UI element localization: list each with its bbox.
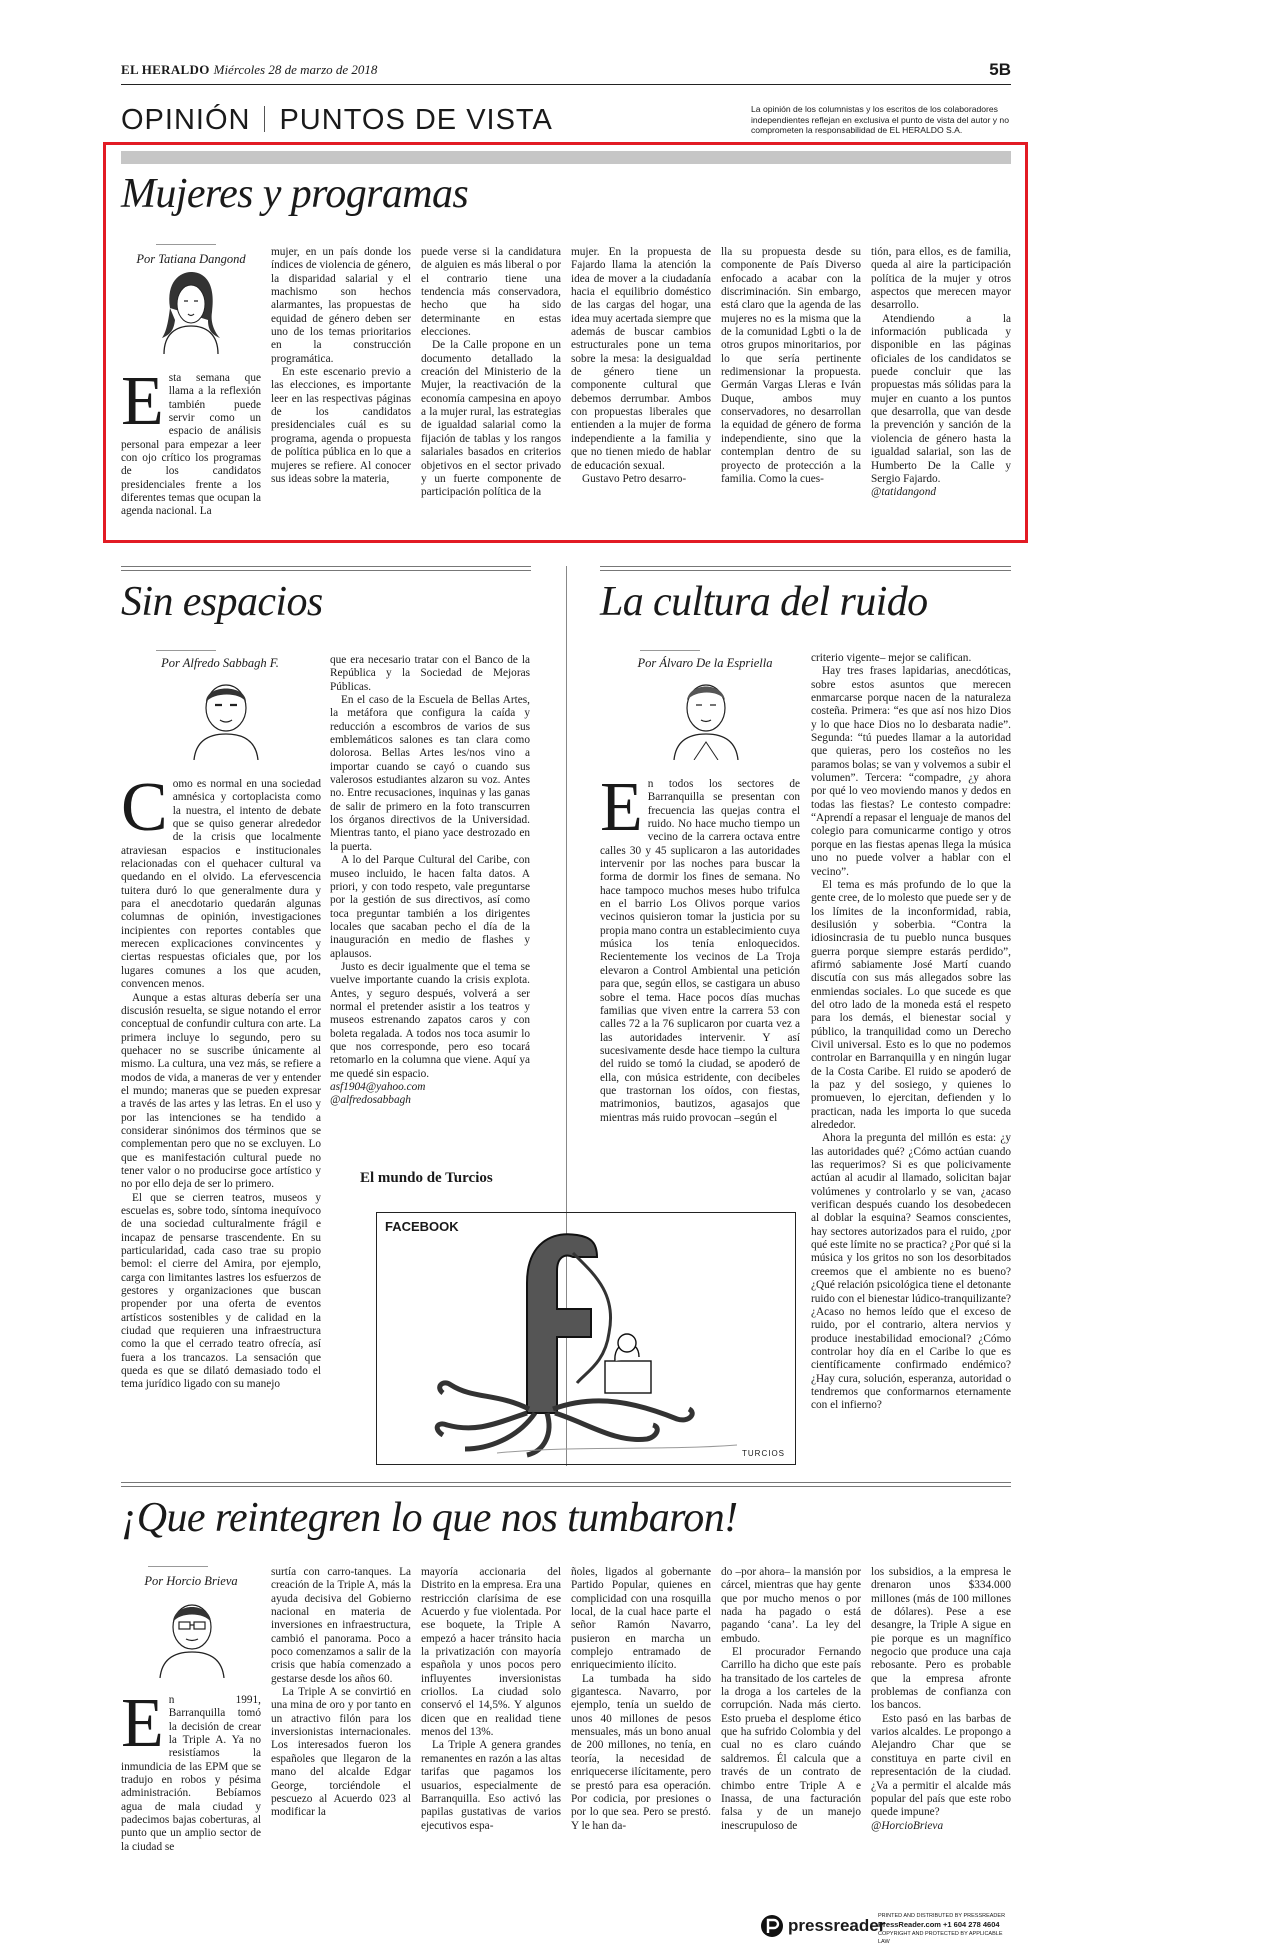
article-column-2 [330, 654, 530, 1126]
paper-name: EL HERALDO [121, 62, 210, 77]
paragraph: El procurador Fernando Carrillo ha dicho que este país ha transitado de los carteles de la droga a los carteles de la corrupción. Nada más cierto. Esto prueba el desplome ético que ha sufrido Colombia y del cual no es claro cuándo saldremos. Él calcula que a través de un contrato de chimbo entre Triple A e Inassa, de una facturación falsa y de un manejo inescrupuloso de [721, 1646, 861, 1832]
paragraph: Justo es decir igualmente que el tema se vuelve importante cuando la crisis explota. Antes, y seguro después, volverá a ser normal el pretender asistir a los teatros y museos estrenando zapatos caros y con boleta regalada. A todos nos toca asumir lo que nos corresponde, pero eso tocará retomarlo en la columna que viene. Aquí ya me quedé sin espacio. [330, 960, 530, 1080]
byline: Por Horcio Brieva [144, 1574, 238, 1588]
byline-rule [156, 244, 216, 245]
edition-date: Miércoles 28 de marzo de 2018 [213, 62, 378, 77]
paragraph: los subsidios, a la empresa le drenaron unos $334.000 millones (más de 100 millones de dólares). Pese a ese desangre, la Triple A sigue en pie porque es un magnífico negocio que produce una caja rebosante. Pero es probable que la empresa afronte problemas de confianza con los bancos. [871, 1566, 1011, 1712]
page-number: 5B [989, 60, 1011, 79]
article-top-rule [121, 1482, 1011, 1483]
paragraph: puede verse si la candidatura de alguien es más liberal o por el contrario tiene una tendencia más conservadora, hecho que ha sido determinante en estas elecciones. [421, 246, 561, 339]
byline-rule [640, 650, 700, 651]
column-text: omo es normal en una sociedad amnésica y cortoplacista como la nuestra, el intento de debate que se quiso generar alrededor de la crisis que localmente atraviesan espacios e institucionales relacionadas con el quehacer cultural va quedando en el olvido. La efervescencia tuitera duró lo que generalmente dura y para el anecdotario quedarán algunas columnas de opinión, investigaciones incipientes con reportes contables que merecen explicaciones convincentes y ciertas respuestas oficiales que, por los lugares comunes a los que acuden, convencen menos. [121, 778, 321, 991]
paragraph: surtía con carro-tanques. La creación de la Triple A, más la ayuda decisiva del Gobierno nacional en materia de inversiones en infraestructura, cambió el panorama. Poco a poco comenzamos a salir de la crisis que había comenzado a gestarse desde los años 60. [271, 1566, 411, 1685]
paragraph: Gustavo Petro desarro- [582, 472, 687, 485]
article-column-1 [121, 1694, 261, 1886]
paragraph: lla su propuesta desde su componente de País Diverso enfocado a acabar con la discriminación. Sin embargo, está claro que la agenda de las mujeres no es la misma que la de la comunidad Lgbti o la de otros grupos minoritarios, por lo que sería pertinente redimensionar la propuesta. Germán Vargas Lleras e Iván Duque, ambos muy conservadores, no desarrollan la equidad de género de forma independiente, sino que la contemplan dentro de su proyecto de protección a la familia. Como la cues- [721, 246, 861, 485]
article-title: Mujeres y programas [121, 171, 469, 217]
article-column-6 [871, 246, 1011, 534]
pressreader-brand: pressreader [788, 1916, 886, 1935]
paragraph: do –por ahora– la mansión por cárcel, mientras que hay gente que por mucho menos o por nada ha pagado o está pagando ‘cana’. La ley del embudo. [721, 1566, 861, 1645]
article-column-2 [271, 246, 411, 534]
grey-bar [121, 151, 1011, 164]
paragraph: En el caso de la Escuela de Bellas Artes, la metáfora que configura la caída y reducción a escombros de varios de sus emblemáticos salones es tan clara como dolorosa. Bellas Artes les/nos vino a importar cuando se cayó o cuando sus valerosos estudiantes alzaron su voz. Antes no. Entre recusaciones, inquinas y las ganas de salir de primero en la foto transcurren los órganos directivos de la Universidad. Mientras tanto, el piano yace destrozado en la puerta. [330, 694, 530, 853]
article-column-2 [811, 652, 1011, 1448]
paragraph: En este escenario previo a las elecciones, es importante leer en las respectivas páginas de los candidatos presidenciales cuál es su programa, agenda o propuesta de política pública en lo que a mujeres se refiere. Al conocer sus ideas sobre la materia, [271, 366, 411, 485]
cartoon-section-title: El mundo de Turcios [360, 1170, 493, 1186]
paragraph: que era necesario tratar con el Banco de la República y la Sociedad de Mejoras Públicas. [330, 654, 530, 693]
drop-cap: E [121, 1694, 164, 1762]
article-column-5 [721, 246, 861, 534]
paragraph: mujer, en un país donde los índices de violencia de género, la disparidad salarial y el machismo son hechos alarmantes, las propuestas de equidad de género deben ser uno de los temas prioritarios en la construcción programática. [271, 246, 411, 365]
author-handle: @HorcioBrieva [871, 1819, 944, 1832]
paragraph: mayoría accionaria del Distrito en la empresa. Era una restricción clarísima de ese Acuerdo y fue violentada. Por ese boquete, la Triple A empezó a hacer tránsito hacia la privatización con mayoría española y unos pocos pero influyentes inversionistas criollos. La ciudad solo conservó el 14,5%. Y algunos dicen que en realidad tiene menos del 13%. [421, 1566, 561, 1739]
byline-rule [156, 650, 216, 651]
author-handle: @alfredosabbagh [330, 1094, 411, 1107]
paragraph: La tumbada ha sido gigantesca. Navarro, por ejemplo, tenía un sueldo de unos 40 millones de pesos mensuales, más un bono anual de 200 millones, no tenía, en teoría, la necesidad de enriquecerse ilícitamente, pero se prestó para esa operación. Por codicia, por presiones o por lo que sea. Pero se prestó. Y le han da- [571, 1672, 711, 1832]
section-name: OPINIÓN [121, 104, 251, 136]
article-title: Sin espacios [121, 579, 323, 625]
disclaimer: La opinión de los columnistas y los escritos de los colaboradores independientes reflejan en exclusiva el punto de vista del autor y no comprometen la responsabilidad de EL HERALDO S.A. [751, 104, 1009, 135]
article-column-3 [421, 246, 561, 534]
paragraph: De la Calle propone en un documento detallado la creación del Ministerio de la Mujer, la reactivación de la economía campesina en apoyo a la mujer rural, las estrategias de igualdad salarial como la fijación de tablas y los rangos salariales basados en criterios objetivos en el sector privado y un fuerte componente de participación política de la [421, 339, 561, 499]
paragraph: La Triple A genera grandes remanentes en razón a las altas tarifas que pagamos los usuarios, especialmente de Barranquilla. Eso activó las papilas gustativas de varios ejecutivos espa- [421, 1739, 561, 1832]
pressreader-line-2: PressReader.com +1 604 278 4604 [878, 1920, 1000, 1929]
cartoon-drawing [377, 1213, 794, 1463]
article-title: ¡Que reintegren lo que nos tumbaron! [121, 1495, 738, 1541]
paragraph: mujer. En la propuesta de Fajardo llama la atención la idea de mover a la ciudadanía hacia el equilibrio doméstico de las cargas del hogar, una idea muy acertada siempre que además de buscar cambios estructurales pone un tema sobre la mesa: la desigualdad de género tiene un componente cultural que debemos derrumbar. Ambos con propuestas liberales que entienden a la mujer de forma independiente a la familia y que no tienen miedo de hablar de educación sexual. [571, 246, 711, 472]
section-divider [264, 106, 265, 132]
byline-rule [148, 1566, 208, 1567]
paragraph: Hay tres frases lapidarias, anecdóticas, sobre estos asuntos que merecen enmarcarse porque nacen de la naturaleza costeña. Primera: “es que así nos hizo Dios y lo que hace Dios no lo desbarata nadie”. Segunda: “tú puedes llamar a la autoridad que quieras, pero los costeños no les paramos bolas; se van y volvemos a subir el volumen”. Tercera: “compadre, ¿y ahora por qué lo veo moviendo manos y dedos en todas las fiestas? Le contesto compadre: “Aprendí a repasar el lenguaje de manos del colegio para comunicarme contigo y otros porque en las fiestas apenas llega la música uno no puede volver a hablar con el vecino”. [811, 665, 1011, 878]
article-top-rule-2 [121, 570, 531, 571]
article-top-rule-2 [121, 1486, 1011, 1487]
pressreader-logo-icon [760, 1914, 784, 1938]
cartoon-label: FACEBOOK [385, 1219, 459, 1234]
article-column-4 [571, 246, 711, 534]
paragraph: Ahora la pregunta del millón es esta: ¿y las autoridades qué? ¿Cómo actúan cuando las requerimos? Si es que policivamente actúan al acudir al llamado, solicitan bajar volúmenes y controlarlo y se van, ¿acaso verifican después cuando los desobedecen al doblar la esquina? Seamos conscientes, hay sectores autorizados para el ruido, ¿por qué este límite no se practica? ¿Por qué si la música y los gritos no son los desorbitados creemos que el ambiente no es bueno? ¿Qué relación psicológica tiene el detonante ruido con el bienestar lúdico-tranquilizante? ¿Acaso no hemos leído que el exceso de ruido, por el contrario, altera nervios y produce inestabilidad emocional? ¿Cómo controlar hoy día en el Caribe lo que es científicamente confirmado endémico? ¿Hay cura, solución, esperanza, autoridad o tendremos que conformarnos eternamente con el infierno? [811, 1132, 1011, 1412]
article-top-rule [600, 566, 1011, 567]
paragraph: criterio vigente– mejor se califican. [811, 652, 972, 664]
section-subname: PUNTOS DE VISTA [279, 104, 553, 136]
byline: Por Álvaro De la Espriella [637, 656, 773, 670]
cartoon-frame [376, 1212, 796, 1465]
cartoon-signature: TURCIOS [742, 1449, 785, 1458]
pressreader-line-1: PRINTED AND DISTRIBUTED BY PRESSREADER [878, 1913, 1006, 1919]
paragraph: tión, para ellos, es de familia, queda al aire la participación política de la mujer y otros aspectos que merecen mayor desarrollo. [871, 246, 1011, 312]
article-column-3 [421, 1566, 561, 1888]
pressreader-line-3: COPYRIGHT AND PROTECTED BY APPLICABLE LAW [878, 1931, 1003, 1945]
article-column-5 [721, 1566, 861, 1888]
author-portrait [184, 674, 268, 760]
drop-cap: E [600, 778, 643, 846]
article-column-1 [121, 372, 261, 534]
drop-cap: C [121, 778, 168, 846]
author-portrait [150, 1594, 234, 1678]
paragraph: El tema es más profundo de lo que la gente cree, de lo molesto que puede ser y de los límites de la inconformidad, rabia, desilusión y soberbia. “Contra la idiosincrasia de tu pueblo nunca busques guerra porque siempre estarás perdido”, afirmó sabiamente José Martí cuando discutía con sus más allegados sobre las enmiendas sociales. Lo que sucede es que del otro lado de la moneda está el respeto para los demás, el bienestar social y público, la tranquilidad como un Derecho Civil universal. Esto es lo que no podemos controlar en Barranquilla y en ningún lugar de la Costa Caribe. El ruido se apoderó de la paz y del sosiego, y quienes lo promueven, lo ejercitan, defienden y lo practican, nada les importa lo que suceda alrededor. [811, 878, 1011, 1132]
author-handle: asf1904@yahoo.com [330, 1081, 426, 1093]
column-text: n todos los sectores de Barranquilla se presentan con frecuencia las quejas contra el ruido. No hace mucho tiempo un vecino de la carrera octava entre calles 30 y 45 suplicaron a las autoridades intervenir por las noches para buscar la forma de dormir los fines de semana. No hace tampoco muchos meses hubo trifulca en el barrio Los Olivos porque varios vecinos quisieron tomar la justicia por su propia mano contra un establecimiento cuya música los tenía enloquecidos. Recientemente los vecinos de La Troja elevaron a Control Ambiental una petición para que, según ellos, se castigara un abuso sobre el tema. Hace pocos días muchas familias que viven entre la carrera 53 con calles 72 a la 76 suplicaron por cuarta vez a las autoridades intervenir. Y así sucesivamente desde hace tiempo la cultura del ruido se tomó la ciudad, se apoderó de ella, con música estridente, con decibeles que trastornan los oídos, con fiestas, matrimonios, bautizos, agasajos que mientras más ruido provocan –según el [600, 778, 800, 1124]
pressreader-badge[interactable] [760, 1910, 1010, 1945]
top-rule [121, 84, 1011, 85]
paragraph: Esto pasó en las barbas de varios alcaldes. Le propongo a Alejandro Char que se constituya en parte civil en representación de la ciudad. ¿Va a permitir el alcalde más popular del país que este robo quede impune? [871, 1712, 1011, 1819]
drop-cap: E [121, 372, 164, 440]
paragraph: A lo del Parque Cultural del Caribe, con museo incluido, le hacen falta datos. A priori, y con todo respeto, vale preguntarse por la gestión de sus directivos, así como toca preguntar también a los dirigentes locales que sacaban pecho el día de la inauguración en medio de flashes y aplausos. [330, 854, 530, 960]
article-column-1 [121, 778, 321, 1436]
pressreader-info [878, 1912, 1010, 1946]
paragraph: Aunque a estas alturas debería ser una discusión resuelta, se sigue notando el error conceptual de confundir cultura con arte. La primera incluye lo segundo, pero su quehacer no se suscribe únicamente al mismo. La cultura, una vez más, se refiere a modos de vida, a maneras de ver y entender el mundo; maneras que se pueden expresar a través de las artes y las letras. En el uso y por las intenciones se ha tendido a considerar sinónimos dos términos que se complementan pero que no se excluyen. Lo que es manifestación cultural puede no tener valor o no producirse goce artístico y no por ello deja de ser lo primero. [121, 991, 321, 1191]
article-column-1 [600, 778, 800, 1134]
byline: Por Tatiana Dangond [136, 252, 246, 266]
column-text: sta semana que llama a la reflexión también puede servir como un espacio de análisis personal para empezar a leer con ojo crítico los programas de los candidatos presidenciales frente a los diferentes temas que ocupan la agenda nacional. La [121, 372, 261, 518]
article-column-4 [571, 1566, 711, 1888]
author-handle: @tatidangond [871, 486, 936, 499]
masthead [121, 62, 1011, 78]
author-portrait [664, 674, 748, 760]
byline: Por Alfredo Sabbagh F. [161, 656, 279, 670]
article-top-rule-2 [600, 570, 1011, 571]
article-column-6 [871, 1566, 1011, 1888]
author-portrait [150, 268, 232, 354]
section-header [121, 104, 553, 137]
article-top-rule [121, 566, 531, 567]
article-column-2 [271, 1566, 411, 1888]
article-title: La cultura del ruido [600, 579, 928, 625]
paragraph: El que se cierren teatros, museos y escuelas es, sobre todo, síntoma inequívoco de una sociedad culturalmente frágil e incapaz de pensarse trascendente. En su particularidad, cada caso trae su propio bemol: el cierre del Amira, por ejemplo, carga con limitantes lastres los esfuerzos de gestores y organizaciones que buscan propender por una oferta de eventos artísticos sostenibles y de calidad en la ciudad que requieren una infraestructura como la que el cerrado teatro ofrecía, así fuera a los trancazos. La sensación que queda es que se dilató demasiado todo el tema jurídico ligado con su manejo [121, 1191, 321, 1391]
paragraph: Atendiendo a la información publicada y disponible en las páginas oficiales de los candidatos se puede concluir que las propuestas más sólidas para la mujer en cuanto a los puntos que desarrolla, que van desde la prevención y sanción de la violencia de género hasta la igualdad salarial, son las de Humberto De la Calle y Sergio Fajardo. [871, 312, 1011, 485]
column-text: n 1991, Barranquilla tomó la decisión de crear la Triple A. Ya no resistíamos la inmundicia de las EPM que se tradujo en robos y pésima administración. Bebíamos agua de mala ciudad y padecimos bajas coberturas, al punto que un amplio sector de la ciudad se [121, 1694, 261, 1853]
paragraph: La Triple A se convirtió en una mina de oro y por tanto en un atractivo filón para los inversionistas internacionales. Los interesados fueron los españoles que llegaron de la mano del alcalde Edgar George, torciéndole el pescuezo al Acuerdo 023 al modificar la [271, 1686, 411, 1819]
paragraph: ñoles, ligados al gobernante Partido Popular, quienes en complicidad con una rosquilla local, de la cual hace parte el señor Ramón Navarro, pusieron en marcha un complejo entramado de enriquecimiento ilícito. [571, 1566, 711, 1672]
